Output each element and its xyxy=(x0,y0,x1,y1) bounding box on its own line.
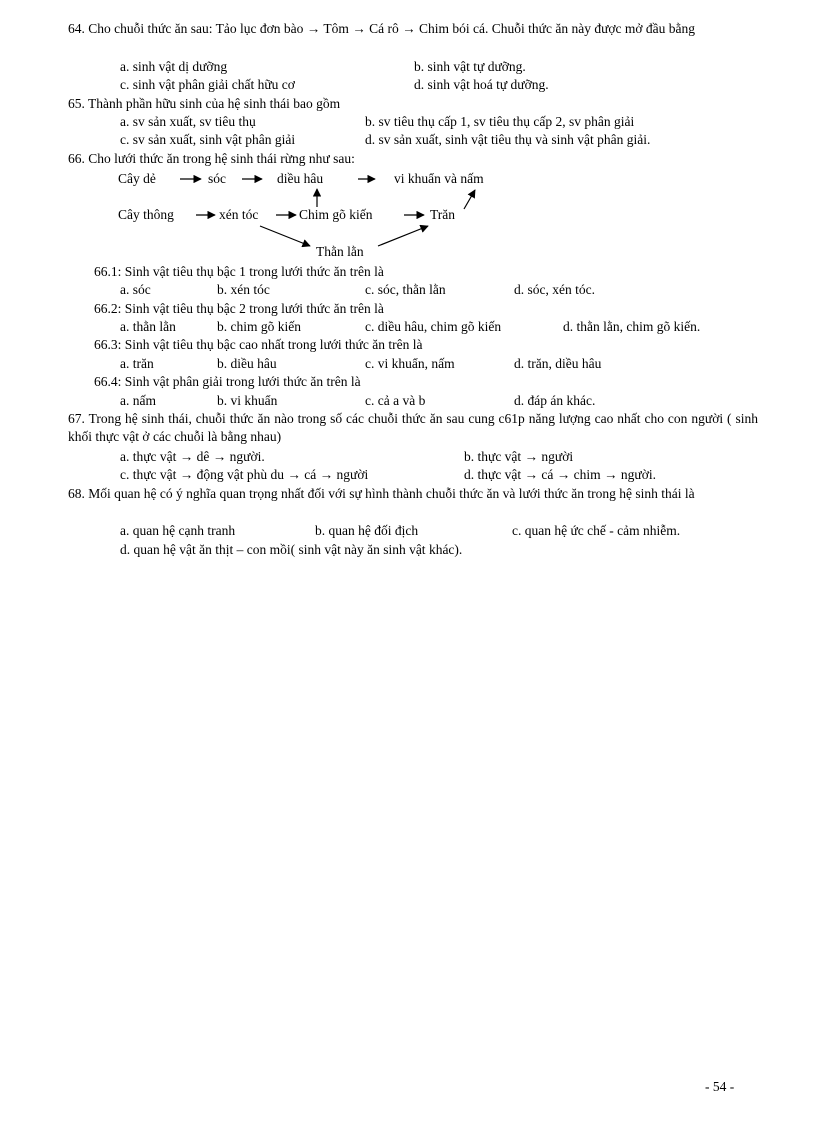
q66-2-stem: 66.2: Sinh vật tiêu thụ bậc 2 trong lưới thức ăn trên là xyxy=(94,301,384,316)
q64-option-a: a. sinh vật dị dưỡng xyxy=(120,59,228,74)
q68-option-a: a. quan hệ cạnh tranh xyxy=(120,523,236,538)
food-web-arrows xyxy=(0,0,816,300)
q67-stem: 67. Trong hệ sinh thái, chuỗi thức ăn nào trong số các chuỗi thức ăn sau cung c61p năng lượng cao nhất cho con người ( sinh khối thực vật ở các chuỗi là bằng nhau) xyxy=(68,411,758,444)
q67-option-d: d. thực vật → cá → chim → người. xyxy=(464,467,656,482)
node-dieu-hau: diều hâu xyxy=(277,171,324,186)
q67-option-a: a. thực vật → dê → người. xyxy=(120,449,265,464)
node-than-lan: Thằn lằn xyxy=(316,244,364,259)
q64-stem: 64. Cho chuỗi thức ăn sau: Tảo lục đơn bào → Tôm → Cá rô → Chim bói cá. Chuỗi thức ăn này được mở đầu bằng xyxy=(68,21,696,36)
q64-option-d: d. sinh vật hoá tự dưỡng. xyxy=(414,77,549,92)
q65-option-c: c. sv sản xuất, sinh vật phân giải xyxy=(120,132,296,147)
q67-option-c: c. thực vật → động vật phù du → cá → người xyxy=(120,467,369,482)
q66-3-option-a: a. trăn xyxy=(120,356,154,371)
q66-1-option-b: b. xén tóc xyxy=(217,282,270,297)
node-tran: Trăn xyxy=(430,207,456,222)
q66-1-stem: 66.1: Sinh vật tiêu thụ bậc 1 trong lưới thức ăn trên là xyxy=(94,264,384,279)
q65-option-a: a. sv sản xuất, sv tiêu thụ xyxy=(120,114,256,129)
node-cay-thong: Cây thông xyxy=(118,207,174,222)
arrow-xentoc-thanlan xyxy=(260,226,310,246)
q68-option-c: c. quan hệ ức chế - cảm nhiễm. xyxy=(512,523,681,538)
q66-4-option-c: c. cả a và b xyxy=(365,393,426,408)
arrow-thanlan-tran xyxy=(378,226,428,246)
q66-2-option-c: c. diều hâu, chim gõ kiến xyxy=(365,319,502,334)
q68-option-d: d. quan hệ vật ăn thịt – con mồi( sinh vật này ăn sinh vật khác). xyxy=(120,542,463,557)
q66-4-option-b: b. vi khuẩn xyxy=(217,393,278,408)
page-number: - 54 - xyxy=(705,1079,735,1094)
q66-2-option-b: b. chim gõ kiến xyxy=(217,319,301,334)
node-vi-khuan-nam: vi khuẩn và nấm xyxy=(394,171,484,186)
q68-option-b: b. quan hệ đối địch xyxy=(315,523,419,538)
q65-option-d: d. sv sản xuất, sinh vật tiêu thụ và sinh vật phân giải. xyxy=(365,132,651,147)
arrow-tran-vikhuan xyxy=(464,190,475,209)
q66-1-option-a: a. sóc xyxy=(120,282,151,297)
q66-2-option-d: d. thằn lằn, chim gõ kiến. xyxy=(563,319,701,334)
q66-3-option-d: d. trăn, diều hâu xyxy=(514,356,602,371)
q64-option-c: c. sinh vật phân giải chất hữu cơ xyxy=(120,77,295,92)
node-cay-de: Cây dẻ xyxy=(118,171,156,186)
node-soc: sóc xyxy=(208,171,226,186)
q66-4-stem: 66.4: Sinh vật phân giải trong lưới thức ăn trên là xyxy=(94,374,361,389)
q64-option-b: b. sinh vật tự dưỡng. xyxy=(414,59,526,74)
q66-2-option-a: a. thằn lằn xyxy=(120,319,176,334)
q66-1-option-d: d. sóc, xén tóc. xyxy=(514,282,595,297)
q68-stem: 68. Mối quan hệ có ý nghĩa quan trọng nhất đối với sự hình thành chuỗi thức ăn và lưới thức ăn trong hệ sinh thái là xyxy=(68,486,695,501)
q65-stem: 65. Thành phần hữu sinh của hệ sinh thái bao gồm xyxy=(68,96,341,111)
q66-3-option-b: b. diều hâu xyxy=(217,356,277,371)
q66-3-stem: 66.3: Sinh vật tiêu thụ bậc cao nhất trong lưới thức ăn trên là xyxy=(94,337,423,352)
q65-option-b: b. sv tiêu thụ cấp 1, sv tiêu thụ cấp 2, sv phân giải xyxy=(365,114,635,129)
q67-option-b: b. thực vật → người xyxy=(464,449,574,464)
q66-4-option-d: d. đáp án khác. xyxy=(514,393,596,408)
q66-4-option-a: a. nấm xyxy=(120,393,156,408)
q66-1-option-c: c. sóc, thằn lằn xyxy=(365,282,446,297)
q66-stem: 66. Cho lưới thức ăn trong hệ sinh thái rừng như sau: xyxy=(68,151,355,166)
node-chim-go-kien: Chim gõ kiến xyxy=(299,207,373,222)
node-xen-toc: xén tóc xyxy=(219,207,259,222)
q66-3-option-c: c. vi khuẩn, nấm xyxy=(365,356,455,371)
